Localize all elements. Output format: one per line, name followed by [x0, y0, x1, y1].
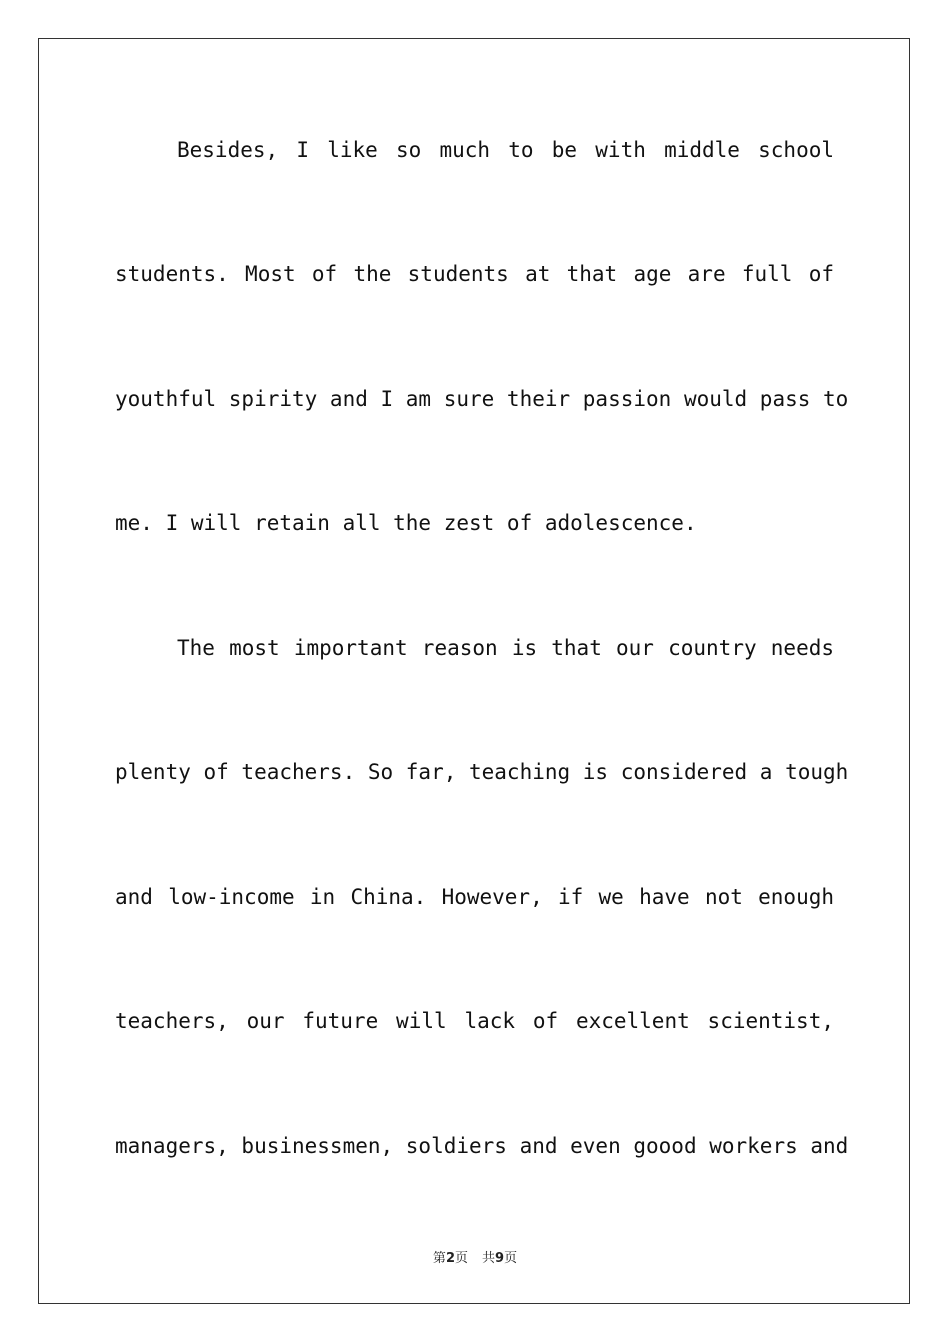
page-suffix: 页: [454, 1251, 468, 1266]
page-prefix: 第: [432, 1251, 446, 1266]
text-line-7: and low-income in China. However, if we have not enough: [115, 885, 834, 909]
total-prefix: 共: [482, 1251, 496, 1266]
page-frame: [38, 38, 910, 1304]
text-line-9: managers, businessmen, soldiers and even goood workers and: [115, 1134, 849, 1158]
total-page-count: 9: [495, 1251, 505, 1266]
total-suffix: 页: [504, 1251, 518, 1266]
text-line-6: plenty of teachers. So far, teaching is considered a tough: [115, 760, 849, 784]
text-line-3: youthful spirity and I am sure their passion would pass to: [115, 387, 849, 411]
text-line-4: me. I will retain all the zest of adolescence.: [115, 511, 697, 535]
current-page-number: 2: [445, 1251, 455, 1266]
page-footer: [0, 1247, 950, 1266]
text-line-1: Besides, I like so much to be with middle school: [177, 138, 834, 162]
text-line-8: teachers, our future will lack of excellent scientist,: [115, 1009, 834, 1033]
text-line-2: students. Most of the students at that age are full of: [115, 262, 834, 286]
text-line-5: The most important reason is that our country needs: [177, 636, 834, 660]
